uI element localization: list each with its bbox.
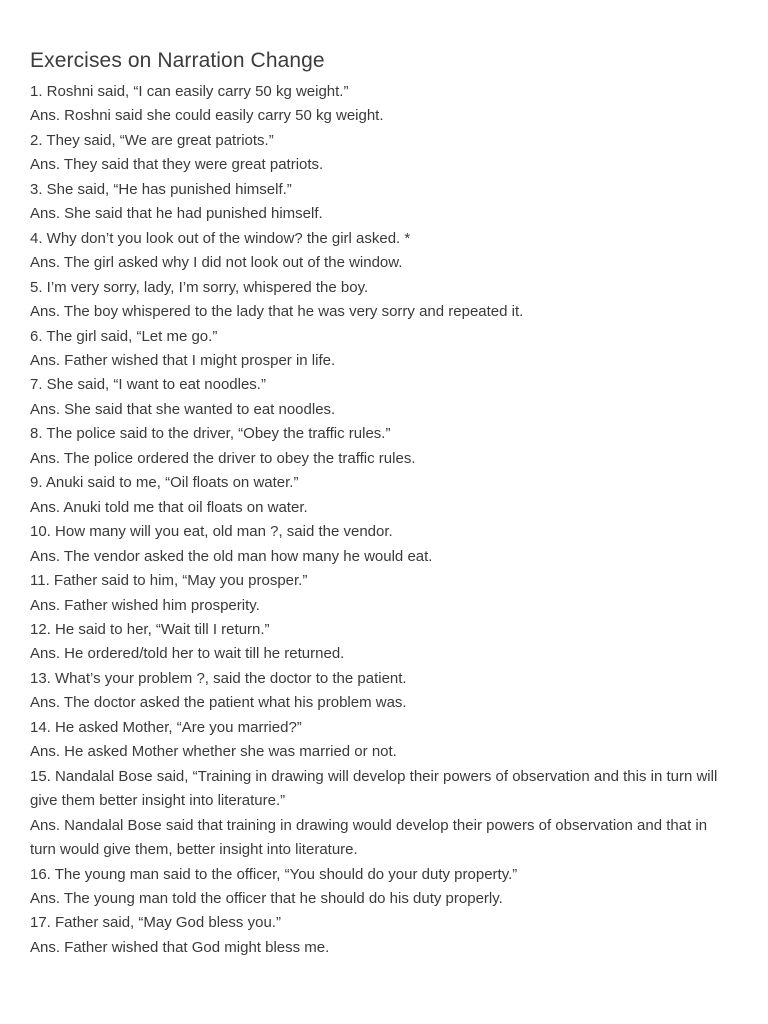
exercise-question-15: 15. Nandalal Bose said, “Training in drawing will develop their powers of observation and this in turn will give them better insight into literature.”	[30, 767, 718, 810]
document-page	[30, 46, 730, 960]
exercise-answer-3: Ans. She said that he had punished himself.	[30, 205, 323, 223]
exercise-answer-8: Ans. The police ordered the driver to obey the traffic rules.	[30, 449, 416, 467]
exercise-answer-9: Ans. Anuki told me that oil floats on water.	[30, 498, 308, 516]
exercise-answer-5: Ans. The boy whispered to the lady that he was very sorry and repeated it.	[30, 303, 524, 321]
exercise-question-17: 17. Father said, “May God bless you.”	[30, 914, 281, 932]
exercise-question-8: 8. The police said to the driver, “Obey the traffic rules.”	[30, 425, 391, 443]
exercise-answer-4: Ans. The girl asked why I did not look out of the window.	[30, 254, 403, 272]
exercise-question-2: 2. They said, “We are great patriots.”	[30, 131, 274, 149]
exercise-answer-17: Ans. Father wished that God might bless me.	[30, 938, 330, 956]
exercise-question-13: 13. What’s your problem ?, said the doctor to the patient.	[30, 669, 407, 687]
exercise-question-3: 3. She said, “He has punished himself.”	[30, 180, 292, 198]
exercise-question-5: 5. I’m very sorry, lady, I’m sorry, whispered the boy.	[30, 278, 369, 296]
exercise-answer-14: Ans. He asked Mother whether she was married or not.	[30, 743, 397, 761]
exercise-answer-10: Ans. The vendor asked the old man how many he would eat.	[30, 547, 433, 565]
exercise-question-4: 4. Why don’t you look out of the window? the girl asked. *	[30, 229, 411, 247]
exercise-question-1: 1. Roshni said, “I can easily carry 50 kg weight.”	[30, 83, 349, 100]
exercise-question-7: 7. She said, “I want to eat noodles.”	[30, 376, 266, 394]
exercise-question-14: 14. He asked Mother, “Are you married?”	[30, 718, 302, 736]
page-title: Exercises on Narration Change	[30, 49, 325, 72]
exercise-answer-6: Ans. Father wished that I might prosper in life.	[30, 351, 336, 369]
exercise-answer-1: Ans. Roshni said she could easily carry 50 kg weight.	[30, 107, 384, 125]
exercise-list	[30, 80, 730, 960]
exercise-answer-16: Ans. The young man told the officer that he should do his duty properly.	[30, 889, 503, 907]
exercise-question-12: 12. He said to her, “Wait till I return.”	[30, 620, 270, 638]
exercise-question-10: 10. How many will you eat, old man ?, said the vendor.	[30, 523, 393, 541]
exercise-answer-12: Ans. He ordered/told her to wait till he returned.	[30, 645, 345, 663]
exercise-question-9: 9. Anuki said to me, “Oil floats on water.”	[30, 474, 299, 492]
exercise-question-16: 16. The young man said to the officer, “You should do your duty property.”	[30, 865, 518, 883]
exercise-answer-7: Ans. She said that she wanted to eat noodles.	[30, 400, 336, 418]
exercise-question-6: 6. The girl said, “Let me go.”	[30, 327, 218, 345]
exercise-question-11: 11. Father said to him, “May you prosper.”	[30, 572, 308, 590]
exercise-answer-11: Ans. Father wished him prosperity.	[30, 596, 260, 614]
exercise-answer-2: Ans. They said that they were great patriots.	[30, 156, 324, 174]
exercise-answer-13: Ans. The doctor asked the patient what his problem was.	[30, 694, 407, 712]
exercise-answer-15: Ans. Nandalal Bose said that training in drawing would develop their powers of observation and that in turn would give them, better insight into literature.	[30, 816, 708, 859]
